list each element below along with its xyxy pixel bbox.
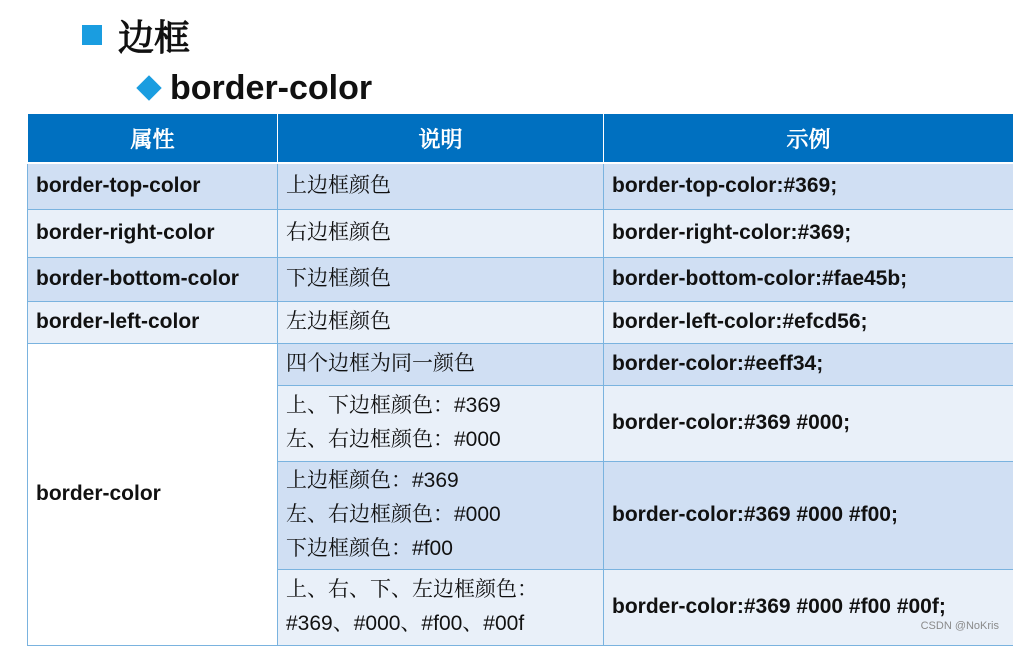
description-line: #369、#000、#f00、#00f [286, 607, 595, 641]
description-line: 四个边框为同一颜色 [286, 347, 595, 381]
header-property: 属性 [28, 114, 278, 163]
table-row [28, 343, 1013, 385]
description-cell: 上边框颜色 [278, 163, 604, 209]
section-heading [82, 10, 190, 60]
description-line: 左、右边框颜色：#000 [286, 423, 595, 457]
description-cell: 右边框颜色 [278, 209, 604, 257]
property-cell: border-top-color [28, 163, 278, 209]
example-cell: border-right-color:#369; [604, 209, 1013, 257]
table-row [28, 257, 1013, 301]
description-cell [278, 343, 604, 385]
description-line: 左、右边框颜色：#000 [286, 498, 595, 532]
description-line: 下边框颜色：#f00 [286, 532, 595, 566]
example-cell: border-color:#369 #000; [604, 385, 1013, 461]
description-cell [278, 569, 604, 645]
example-cell: border-left-color:#efcd56; [604, 301, 1013, 343]
table-header-row [28, 114, 1013, 163]
description-cell: 左边框颜色 [278, 301, 604, 343]
property-cell: border-bottom-color [28, 257, 278, 301]
table-row [28, 301, 1013, 343]
watermark: CSDN @NoKris [921, 620, 999, 632]
description-line: 上、右、下、左边框颜色： [286, 573, 595, 607]
header-example: 示例 [604, 114, 1013, 163]
property-cell-merged: border-color [28, 343, 278, 645]
diamond-bullet-icon [136, 75, 161, 100]
description-line: 上边框颜色：#369 [286, 464, 595, 498]
example-cell: border-top-color:#369; [604, 163, 1013, 209]
section-title: 边框 [118, 10, 190, 61]
description-cell [278, 461, 604, 569]
square-bullet-icon [82, 25, 102, 45]
example-cell: border-color:#eeff34; [604, 343, 1013, 385]
example-cell: border-color:#369 #000 #f00 #00f; [604, 569, 1013, 645]
table-row [28, 209, 1013, 257]
subsection-title: border-color [170, 69, 372, 108]
subsection-heading [136, 66, 372, 110]
property-cell: border-left-color [28, 301, 278, 343]
description-cell [278, 385, 604, 461]
description-line: 上、下边框颜色：#369 [286, 389, 595, 423]
header-description: 说明 [278, 114, 604, 163]
property-cell: border-right-color [28, 209, 278, 257]
border-color-table [27, 114, 1013, 646]
example-cell: border-color:#369 #000 #f00; [604, 461, 1013, 569]
description-cell: 下边框颜色 [278, 257, 604, 301]
table-row [28, 163, 1013, 209]
example-cell: border-bottom-color:#fae45b; [604, 257, 1013, 301]
